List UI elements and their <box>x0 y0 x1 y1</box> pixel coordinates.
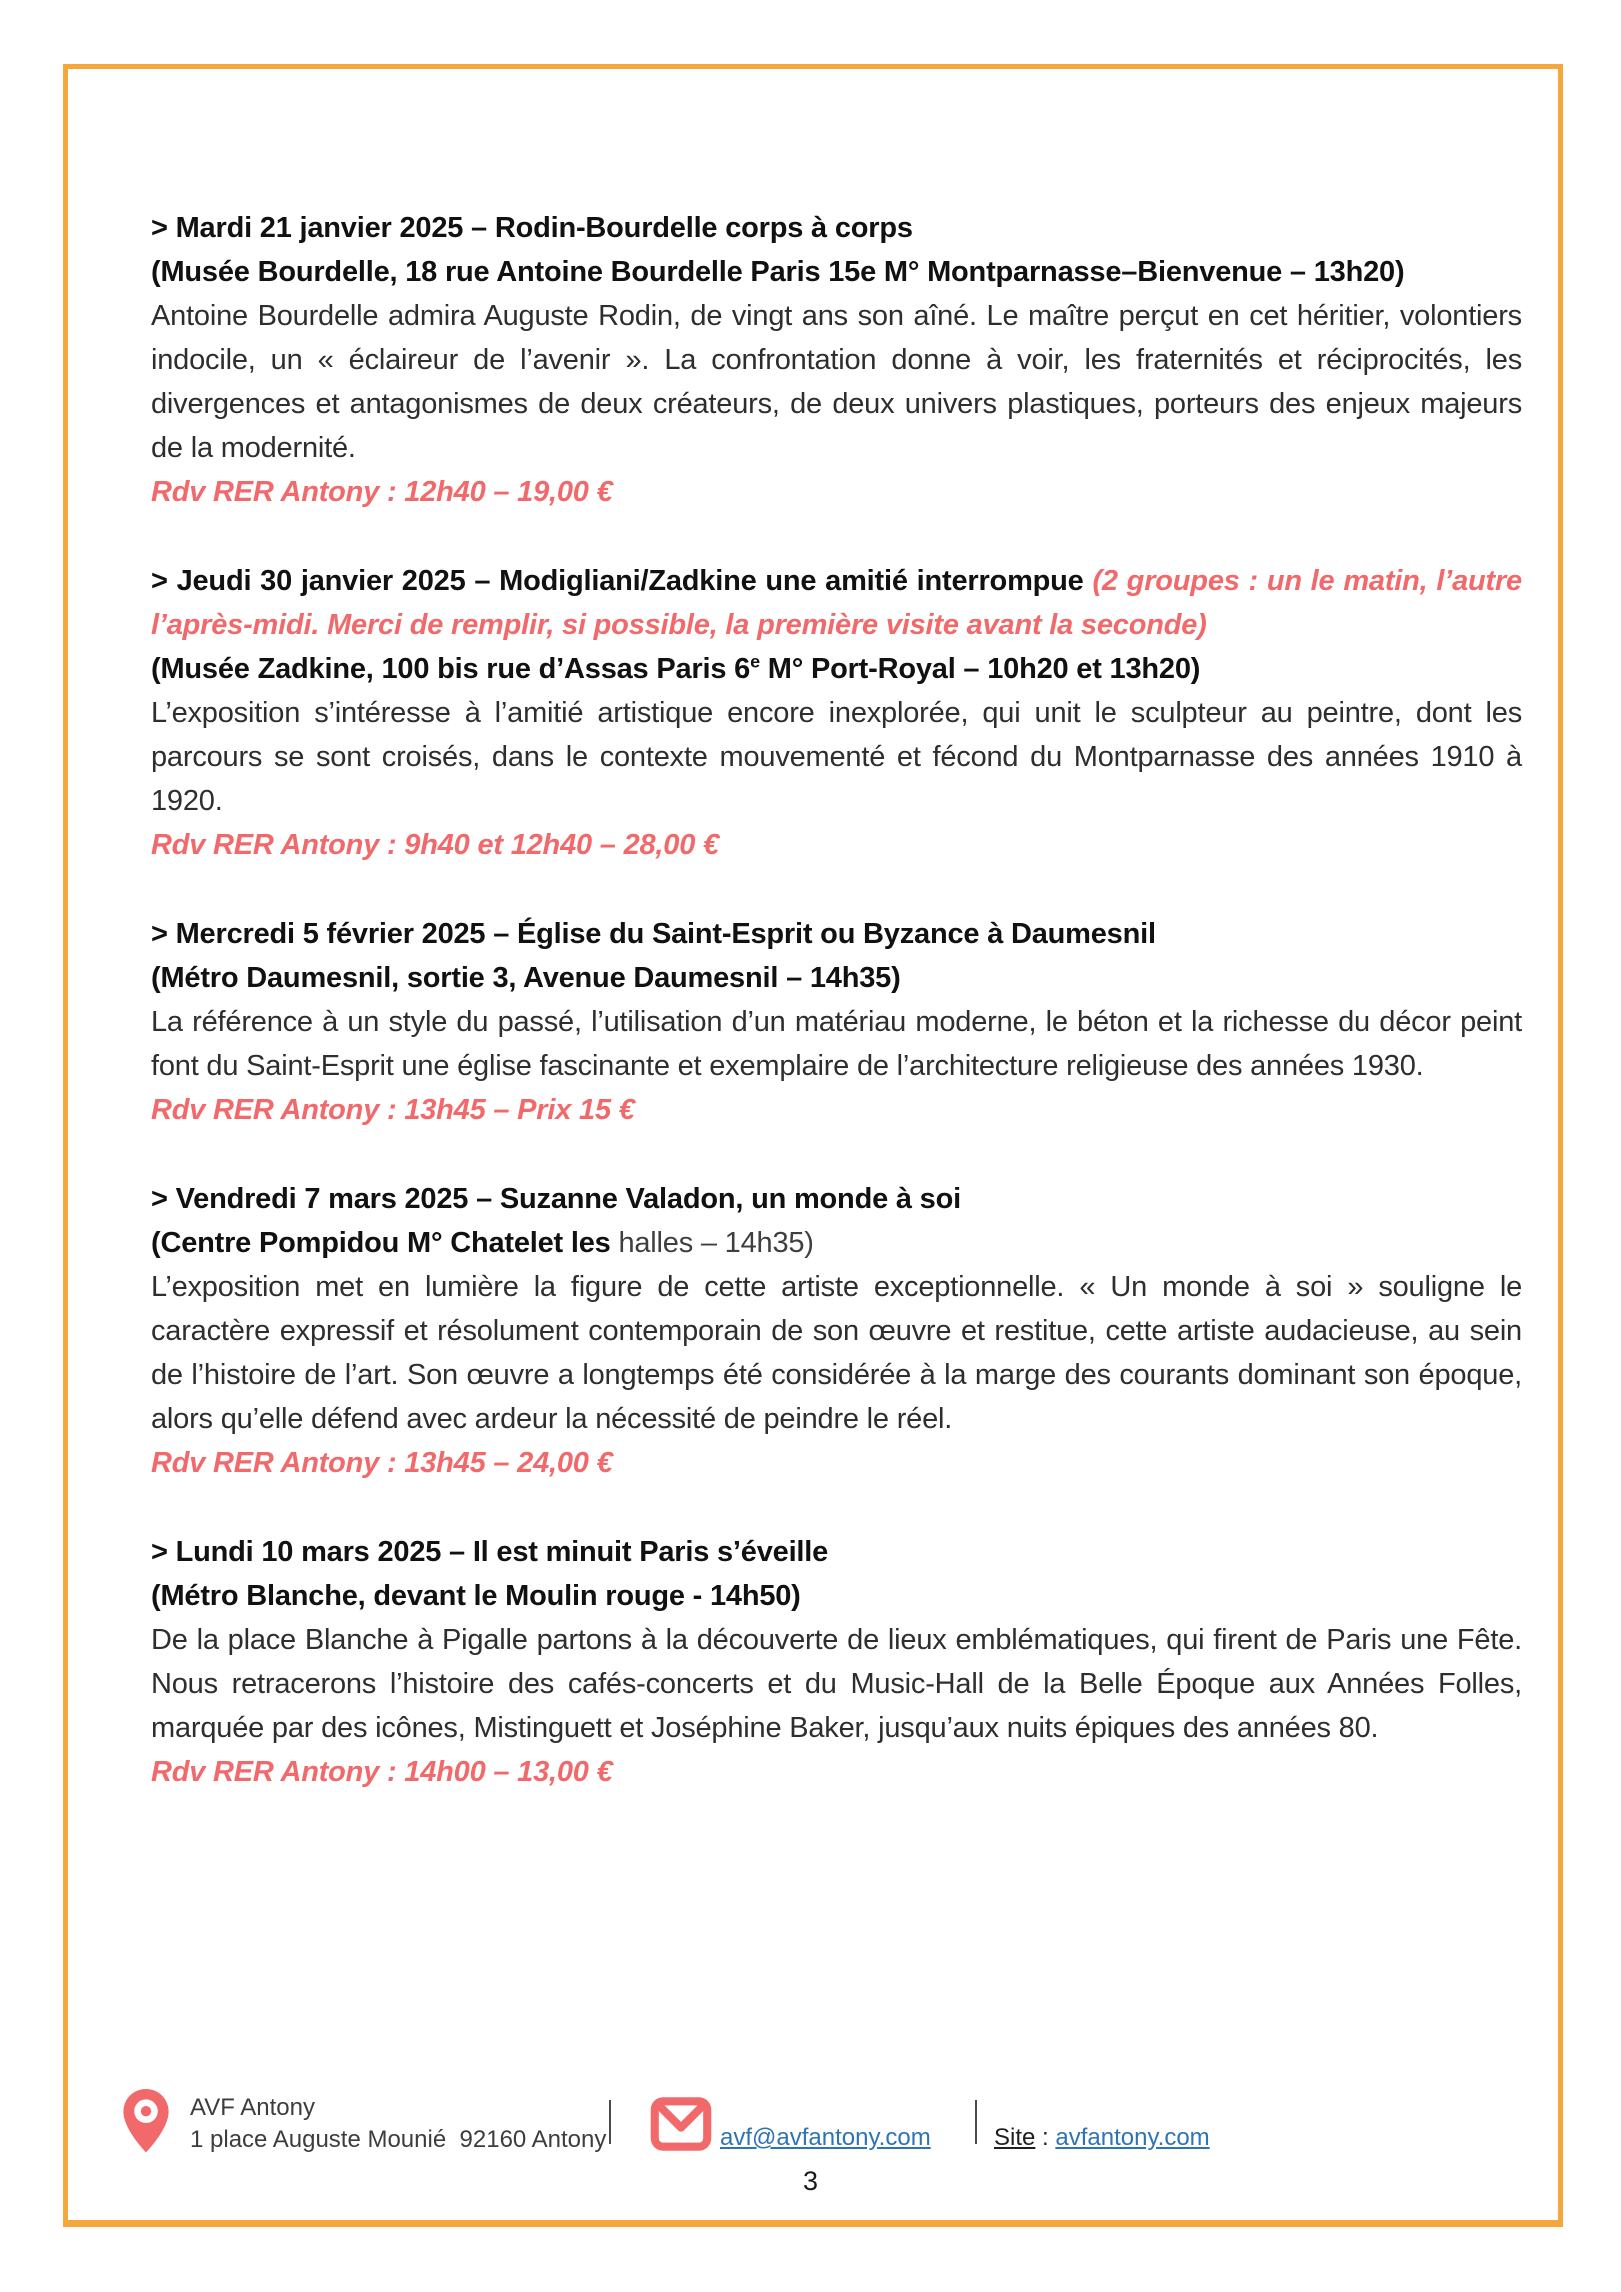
event-rdv: Rdv RER Antony : 14h00 – 13,00 € <box>151 1756 613 1788</box>
event-location <box>151 647 1522 691</box>
event-description: L’exposition met en lumière la figure de cette artiste exceptionnelle. « Un monde à soi » souligne le caractère expressif et résolument contemporain de son œuvre et restitue, cette artiste audacieuse, au sein de l’histoire de l’art. Son œuvre a longtemps été considérée à la marge des courants dominant son époque, alors qu’elle défend avec ardeur la nécessité de peindre le réel. <box>151 1271 1522 1435</box>
page-number: 3 <box>802 2166 819 2196</box>
event-location <box>151 956 1522 1000</box>
site-colon: : <box>1035 2124 1056 2151</box>
event-location <box>151 250 1522 294</box>
location-pin-icon <box>122 2088 170 2154</box>
event-rdv: Rdv RER Antony : 12h40 – 19,00 € <box>151 476 613 508</box>
event-rdv: Rdv RER Antony : 13h45 – Prix 15 € <box>151 1094 635 1126</box>
event-title <box>151 1177 1522 1221</box>
event-description: La référence à un style du passé, l’utilisation d’un matériau moderne, le béton et la richesse du décor peint font du Saint-Esprit une église fascinante et exemplaire de l’architecture religieuse des années 1930. <box>151 1006 1522 1082</box>
event-location-regular: halles – 14h35) <box>618 1227 814 1259</box>
event-location-text: (Musée Zadkine, 100 bis rue d’Assas Paris 6 <box>151 653 751 685</box>
site-link[interactable]: avfantony.com <box>1055 2124 1210 2151</box>
envelope-icon <box>650 2096 712 2152</box>
footer-separator <box>975 2100 977 2144</box>
event-description: De la place Blanche à Pigalle partons à la découverte de lieux emblématiques, qui firent de Paris une Fête. Nous retracerons l’histoire des cafés-concerts et du Music-Hall de la Belle Époque aux Années Folles, marquée par des icônes, Mistinguett et Joséphine Baker, jusqu’aux nuits épiques des années 80. <box>151 1624 1522 1744</box>
site-block <box>994 2124 1210 2152</box>
org-address: 1 place Auguste Mounié 92160 Antony <box>190 2126 607 2153</box>
event-location-text: (Musée Bourdelle, 18 rue Antoine Bourdelle Paris 15e M° Montparnasse–Bienvenue – 13h20) <box>151 256 1405 288</box>
event-location-text: (Centre Pompidou M° Chatelet les <box>151 1227 619 1259</box>
org-block <box>190 2092 606 2156</box>
events-list <box>151 206 1522 1839</box>
event-title-text: > Lundi 10 mars 2025 – Il est minuit Paris s’éveille <box>151 1536 829 1568</box>
org-name: AVF Antony <box>190 2094 315 2121</box>
event-location-text: (Métro Daumesnil, sortie 3, Avenue Daumesnil – 14h35) <box>151 962 901 994</box>
event-item <box>151 912 1522 1132</box>
event-location-text: (Métro Blanche, devant le Moulin rouge - 14h50) <box>151 1580 801 1612</box>
event-title-text: > Vendredi 7 mars 2025 – Suzanne Valadon, un monde à soi <box>151 1183 961 1215</box>
event-title-text: > Mercredi 5 février 2025 – Église du Saint-Esprit ou Byzance à Daumesnil <box>151 918 1156 950</box>
event-title-text: > Jeudi 30 janvier 2025 – Modigliani/Zadkine une amitié interrompue <box>151 565 1093 597</box>
event-description: L’exposition s’intéresse à l’amitié artistique encore inexplorée, qui unit le sculpteur au peintre, dont les parcours se sont croisés, dans le contexte mouvementé et fécond du Montparnasse des années 1910 à 1920. <box>151 697 1522 817</box>
event-rdv: Rdv RER Antony : 13h45 – 24,00 € <box>151 1447 613 1479</box>
event-rdv: Rdv RER Antony : 9h40 et 12h40 – 28,00 € <box>151 829 719 861</box>
event-description: Antoine Bourdelle admira Auguste Rodin, de vingt ans son aîné. Le maître perçut en cet héritier, volontiers indocile, un « éclaireur de l’avenir ». La confrontation donne à voir, les fraternités et réciprocités, les divergences et antagonismes de deux créateurs, de deux univers plastiques, porteurs des enjeux majeurs de la modernité. <box>151 300 1522 464</box>
event-location-sup: e <box>750 651 760 672</box>
footer-separator <box>609 2100 611 2144</box>
event-title-note: (2 groupes : un le matin, l’autre l’après-midi. Merci de remplir, si possible, la première visite avant la seconde) <box>151 565 1522 641</box>
event-location <box>151 1574 1522 1618</box>
event-item <box>151 206 1522 514</box>
event-location-text2: M° Port-Royal – 10h20 et 13h20) <box>759 653 1201 685</box>
event-title <box>151 559 1522 647</box>
site-label: Site <box>994 2124 1036 2151</box>
event-title <box>151 206 1522 250</box>
event-item <box>151 1177 1522 1485</box>
event-title <box>151 1530 1522 1574</box>
event-title <box>151 912 1522 956</box>
footer <box>122 2088 1522 2178</box>
event-item <box>151 1530 1522 1794</box>
event-location <box>151 1221 1522 1265</box>
event-title-text: > Mardi 21 janvier 2025 – Rodin-Bourdelle corps à corps <box>151 212 913 244</box>
email-link[interactable]: avf@avfantony.com <box>720 2124 931 2151</box>
event-item <box>151 559 1522 867</box>
